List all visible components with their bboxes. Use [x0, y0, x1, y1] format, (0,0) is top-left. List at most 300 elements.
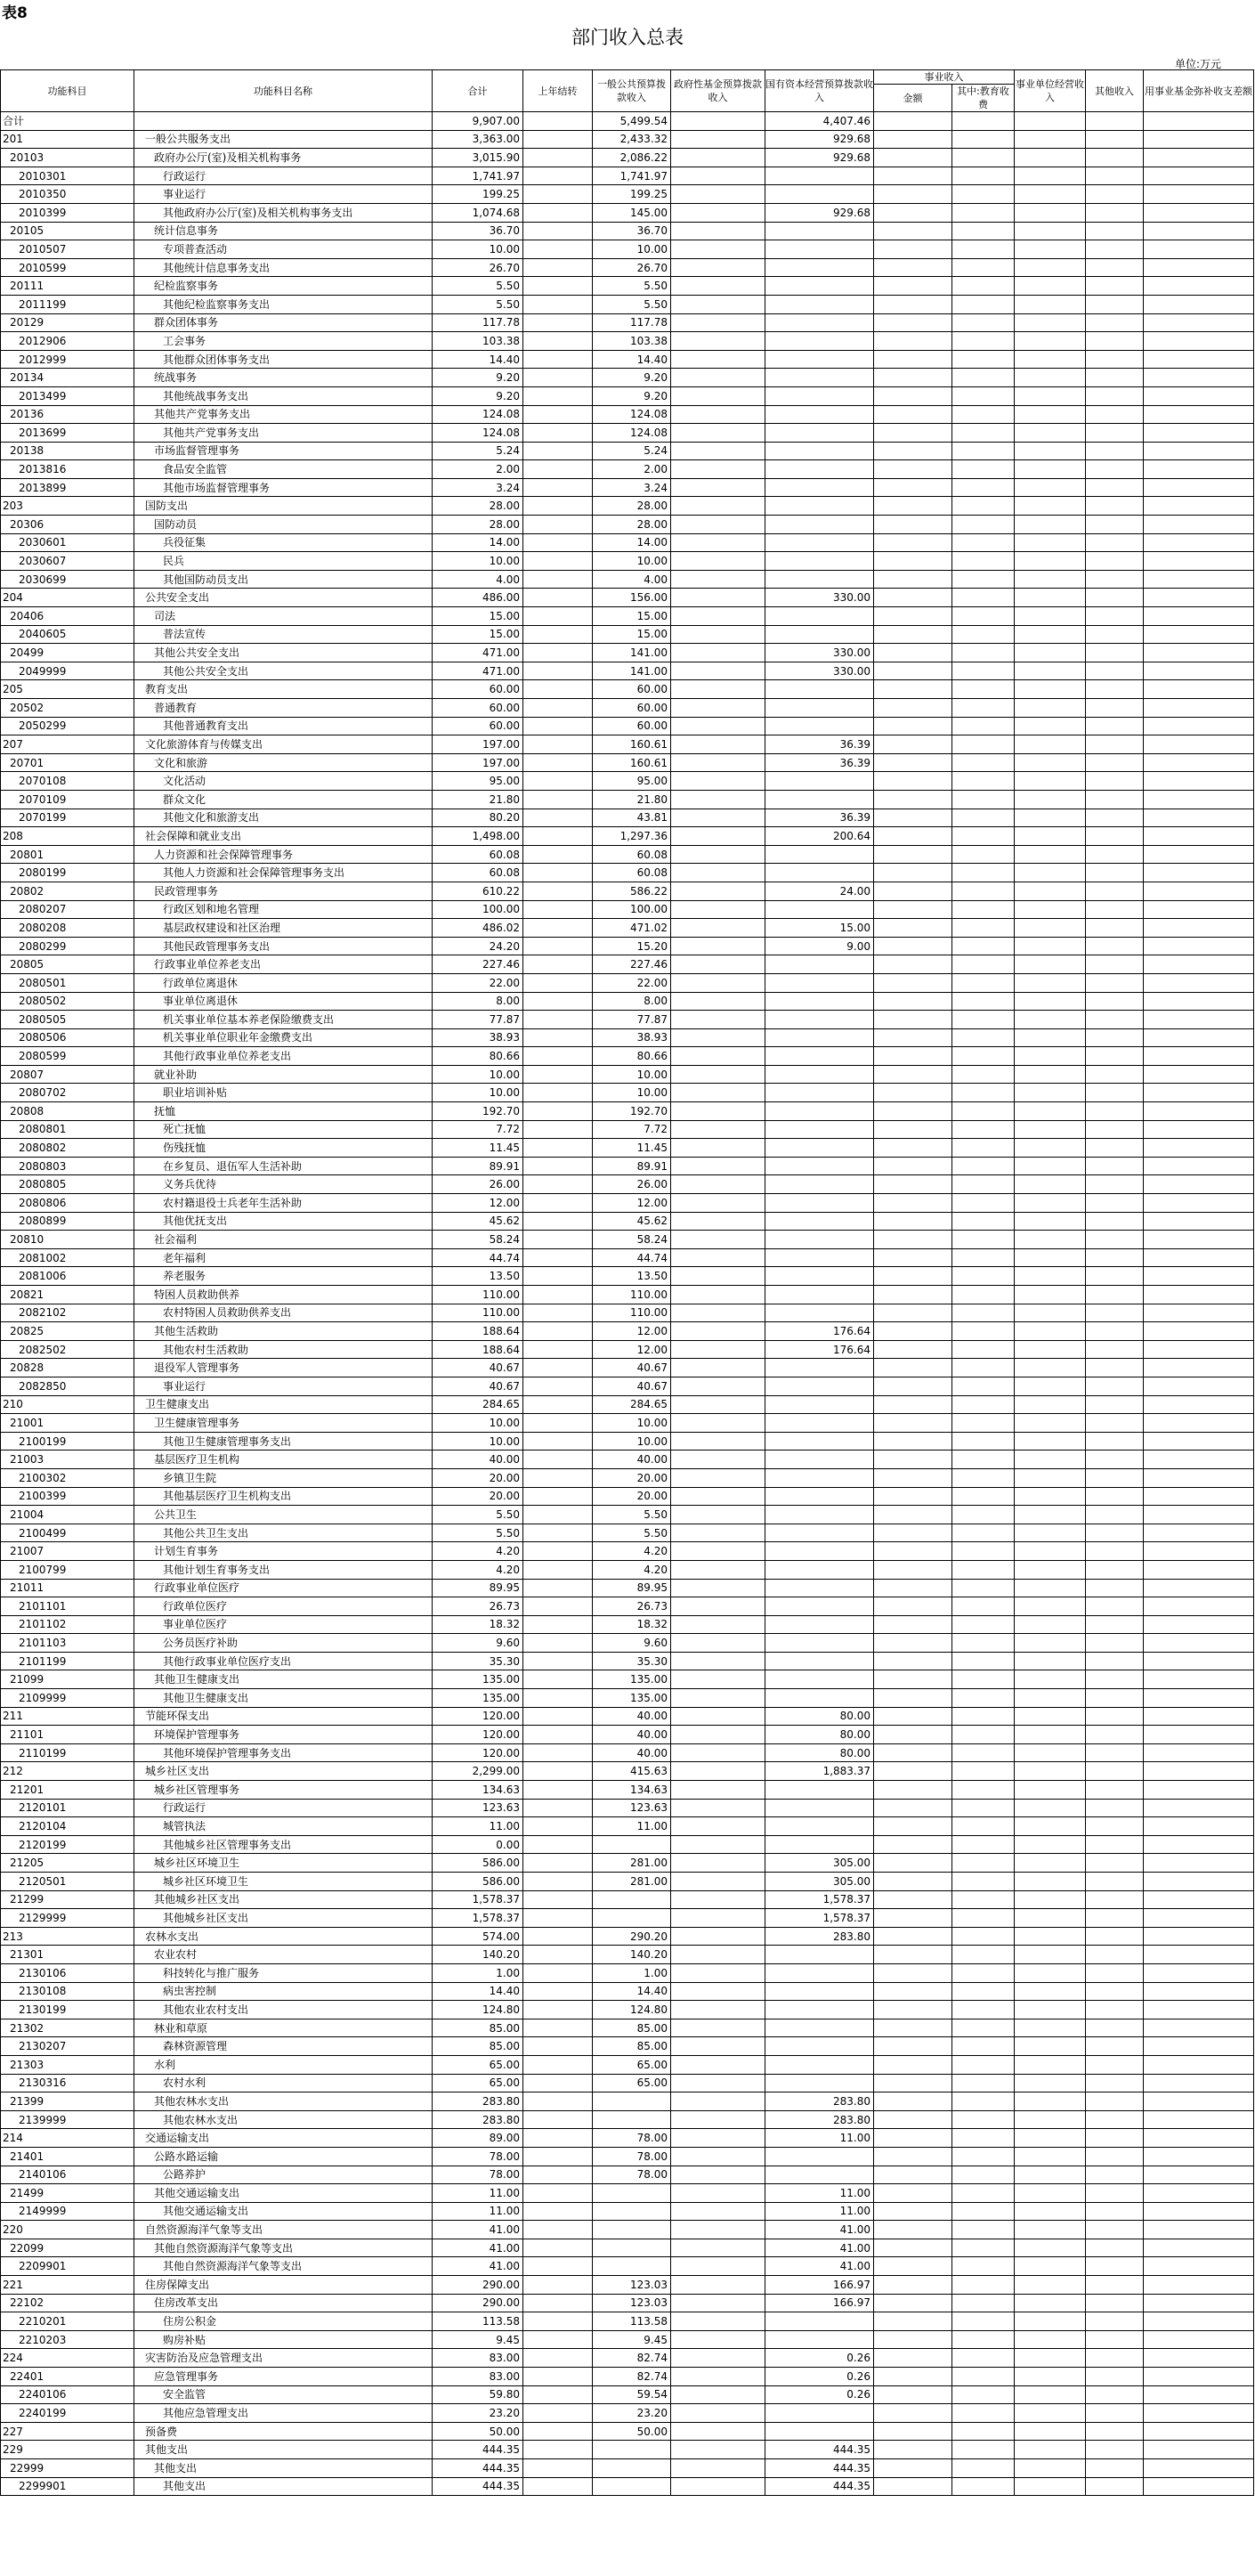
empty-cell [1015, 240, 1086, 259]
carry-cell [523, 2221, 593, 2239]
carry-cell [523, 1835, 593, 1854]
code-cell: 2130199 [1, 2001, 134, 2019]
table-row [1, 1286, 1254, 1304]
carry-cell [523, 442, 593, 460]
table-row [1, 827, 1254, 846]
general-cell [593, 2239, 671, 2257]
carry-cell [523, 1065, 593, 1084]
empty-cell [1144, 717, 1254, 735]
carry-cell [523, 258, 593, 277]
state-cell [765, 1597, 874, 1616]
code-cell: 2030607 [1, 552, 134, 571]
empty-cell [874, 809, 952, 827]
fund-cell [671, 1248, 765, 1267]
table-row [1, 1065, 1254, 1084]
fund-cell [671, 222, 765, 240]
fund-cell [671, 277, 765, 296]
total-cell: 18.32 [433, 1615, 523, 1634]
total-cell: 1,578.37 [433, 1909, 523, 1928]
table-row [1, 1817, 1254, 1836]
name-cell: 其他市场监督管理事务 [134, 478, 433, 497]
code-cell: 2080806 [1, 1194, 134, 1213]
empty-cell [952, 1946, 1015, 1964]
carry-cell [523, 973, 593, 992]
code-cell: 2210203 [1, 2330, 134, 2349]
empty-cell [1144, 1487, 1254, 1506]
empty-cell [874, 405, 952, 424]
empty-cell [874, 570, 952, 589]
state-cell [765, 516, 874, 534]
fund-cell [671, 533, 765, 552]
empty-cell [1015, 1560, 1086, 1579]
empty-cell [1086, 1194, 1144, 1213]
table-row [1, 992, 1254, 1011]
empty-cell [952, 2221, 1015, 2239]
total-cell: 59.80 [433, 2385, 523, 2404]
state-cell [765, 1011, 874, 1029]
carry-cell [523, 130, 593, 149]
code-cell: 20406 [1, 607, 134, 626]
carry-cell [523, 1028, 593, 1047]
fund-cell [671, 1963, 765, 1982]
empty-cell [1144, 149, 1254, 167]
name-cell: 公共卫生 [134, 1506, 433, 1524]
header-biz-amount: 金额 [874, 85, 952, 112]
empty-cell [874, 1212, 952, 1231]
empty-cell [1086, 258, 1144, 277]
fund-cell [671, 369, 765, 387]
empty-cell [952, 1286, 1015, 1304]
empty-cell [1144, 772, 1254, 791]
empty-cell [952, 2276, 1015, 2295]
empty-cell [952, 882, 1015, 900]
general-cell: 20.00 [593, 1468, 671, 1487]
name-cell: 职业培训补贴 [134, 1084, 433, 1102]
empty-cell [874, 1927, 952, 1946]
empty-cell [1144, 882, 1254, 900]
carry-cell [523, 1286, 593, 1304]
empty-cell [1086, 662, 1144, 680]
fund-cell [671, 845, 765, 864]
table-row [1, 222, 1254, 240]
empty-cell [1144, 827, 1254, 846]
name-cell: 其他交通运输支出 [134, 2202, 433, 2221]
total-cell: 41.00 [433, 2221, 523, 2239]
carry-cell [523, 1524, 593, 1542]
code-cell: 2101101 [1, 1597, 134, 1616]
total-cell: 22.00 [433, 973, 523, 992]
state-cell [765, 2147, 874, 2166]
name-cell: 城乡社区支出 [134, 1762, 433, 1781]
general-cell: 35.30 [593, 1652, 671, 1670]
empty-cell [1144, 1506, 1254, 1524]
carry-cell [523, 112, 593, 131]
code-cell: 2013899 [1, 478, 134, 497]
empty-cell [952, 2239, 1015, 2257]
empty-cell [1015, 1286, 1086, 1304]
total-cell: 284.65 [433, 1395, 523, 1414]
code-cell: 221 [1, 2276, 134, 2295]
total-cell: 13.50 [433, 1267, 523, 1286]
table-row [1, 864, 1254, 882]
empty-cell [1086, 973, 1144, 992]
empty-cell [874, 1781, 952, 1800]
fund-cell [671, 332, 765, 351]
empty-cell [1015, 1120, 1086, 1139]
empty-cell [1144, 1542, 1254, 1561]
total-cell: 227.46 [433, 955, 523, 974]
general-cell: 1,741.97 [593, 167, 671, 185]
general-cell: 80.66 [593, 1047, 671, 1066]
fund-cell [671, 937, 765, 955]
name-cell: 社会保障和就业支出 [134, 827, 433, 846]
empty-cell [952, 1267, 1015, 1286]
state-cell [765, 1652, 874, 1670]
empty-cell [1015, 1084, 1086, 1102]
total-cell: 9,907.00 [433, 112, 523, 131]
total-cell: 11.45 [433, 1139, 523, 1158]
state-cell [765, 992, 874, 1011]
empty-cell [1086, 313, 1144, 332]
total-cell: 124.08 [433, 424, 523, 443]
state-cell [765, 607, 874, 626]
empty-cell [1144, 1065, 1254, 1084]
empty-cell [952, 1652, 1015, 1670]
table-row [1, 1743, 1254, 1762]
name-cell: 司法 [134, 607, 433, 626]
total-cell: 192.70 [433, 1102, 523, 1121]
fund-cell [671, 1047, 765, 1066]
total-cell: 4.20 [433, 1542, 523, 1561]
empty-cell [1015, 1395, 1086, 1414]
state-cell [765, 1634, 874, 1653]
general-cell [593, 2459, 671, 2478]
code-cell: 20821 [1, 1286, 134, 1304]
fund-cell [671, 2092, 765, 2111]
empty-cell [1015, 809, 1086, 827]
empty-cell [1015, 1028, 1086, 1047]
name-cell: 在乡复员、退伍军人生活补助 [134, 1157, 433, 1175]
total-cell: 14.00 [433, 533, 523, 552]
fund-cell [671, 1194, 765, 1213]
general-cell: 10.00 [593, 1084, 671, 1102]
carry-cell [523, 1451, 593, 1469]
empty-cell [1015, 2221, 1086, 2239]
empty-cell [1144, 1560, 1254, 1579]
name-cell: 统战事务 [134, 369, 433, 387]
carry-cell [523, 405, 593, 424]
empty-cell [874, 1817, 952, 1836]
name-cell: 伤残抚恤 [134, 1139, 433, 1158]
empty-cell [1086, 1909, 1144, 1928]
total-cell: 2.00 [433, 460, 523, 479]
general-cell [593, 1909, 671, 1928]
name-cell: 农村水利 [134, 2074, 433, 2092]
header-fund: 政府性基金预算拨款收入 [671, 70, 765, 112]
header-draw: 用事业基金弥补收支差额 [1144, 70, 1254, 112]
empty-cell [952, 1194, 1015, 1213]
fund-cell [671, 1946, 765, 1964]
empty-cell [952, 112, 1015, 131]
empty-cell [1144, 919, 1254, 938]
state-cell: 200.64 [765, 827, 874, 846]
general-cell: 23.20 [593, 2404, 671, 2423]
fund-cell [671, 1743, 765, 1762]
state-cell [765, 2312, 874, 2331]
state-cell [765, 1579, 874, 1597]
empty-cell [952, 2312, 1015, 2331]
empty-cell [952, 2055, 1015, 2074]
fund-cell [671, 680, 765, 699]
empty-cell [952, 2349, 1015, 2368]
general-cell: 9.20 [593, 386, 671, 405]
general-cell: 124.08 [593, 424, 671, 443]
empty-cell [1086, 1286, 1144, 1304]
table-row [1, 1414, 1254, 1433]
name-cell: 基层政权建设和社区治理 [134, 919, 433, 938]
carry-cell [523, 753, 593, 772]
state-cell [765, 1395, 874, 1414]
empty-cell [1086, 2092, 1144, 2111]
empty-cell [1086, 1340, 1144, 1359]
empty-cell [952, 1028, 1015, 1047]
fund-cell [671, 1506, 765, 1524]
empty-cell [1086, 1139, 1144, 1158]
empty-cell [1086, 955, 1144, 974]
code-cell: 20807 [1, 1065, 134, 1084]
fund-cell [671, 295, 765, 313]
state-cell [765, 1047, 874, 1066]
empty-cell [1015, 313, 1086, 332]
total-cell: 283.80 [433, 2110, 523, 2129]
empty-cell [874, 1524, 952, 1542]
general-cell: 40.00 [593, 1726, 671, 1744]
total-cell: 40.00 [433, 1451, 523, 1469]
total-cell: 26.73 [433, 1597, 523, 1616]
carry-cell [523, 1102, 593, 1121]
empty-cell [952, 240, 1015, 259]
empty-cell [874, 2257, 952, 2276]
table-row [1, 1762, 1254, 1781]
empty-cell [1015, 203, 1086, 222]
name-cell: 养老服务 [134, 1267, 433, 1286]
carry-cell [523, 2294, 593, 2312]
name-cell: 其他群众团体事务支出 [134, 350, 433, 369]
total-cell: 15.00 [433, 625, 523, 644]
name-cell: 行政事业单位医疗 [134, 1579, 433, 1597]
name-cell: 政府办公厅(室)及相关机构事务 [134, 149, 433, 167]
code-cell: 21007 [1, 1542, 134, 1561]
total-cell: 38.93 [433, 1028, 523, 1047]
code-cell: 2013499 [1, 386, 134, 405]
general-cell: 28.00 [593, 516, 671, 534]
empty-cell [952, 753, 1015, 772]
empty-cell [1015, 478, 1086, 497]
empty-cell [1015, 1854, 1086, 1873]
empty-cell [1086, 1084, 1144, 1102]
fund-cell [671, 1084, 765, 1102]
code-cell: 205 [1, 680, 134, 699]
empty-cell [1144, 1175, 1254, 1194]
empty-cell [874, 130, 952, 149]
fund-cell [671, 1377, 765, 1395]
empty-cell [1144, 1231, 1254, 1249]
table-row [1, 552, 1254, 571]
total-cell: 120.00 [433, 1707, 523, 1726]
carry-cell [523, 2037, 593, 2056]
empty-cell [874, 772, 952, 791]
fund-cell [671, 1670, 765, 1689]
code-cell: 2080899 [1, 1212, 134, 1231]
empty-cell [952, 369, 1015, 387]
empty-cell [1144, 900, 1254, 919]
empty-cell [1144, 1248, 1254, 1267]
empty-cell [874, 516, 952, 534]
empty-cell [1086, 1963, 1144, 1982]
code-cell: 207 [1, 735, 134, 754]
empty-cell [874, 1652, 952, 1670]
general-cell: 40.67 [593, 1377, 671, 1395]
empty-cell [874, 589, 952, 607]
carry-cell [523, 497, 593, 516]
name-cell: 住房改革支出 [134, 2294, 433, 2312]
empty-cell [1144, 2404, 1254, 2423]
empty-cell [1086, 516, 1144, 534]
table-row [1, 1377, 1254, 1395]
empty-cell [1144, 516, 1254, 534]
empty-cell [1015, 1652, 1086, 1670]
general-cell: 77.87 [593, 1011, 671, 1029]
empty-cell [952, 2001, 1015, 2019]
table-row [1, 937, 1254, 955]
empty-cell [1015, 2110, 1086, 2129]
general-cell: 9.60 [593, 1634, 671, 1653]
carry-cell [523, 1047, 593, 1066]
empty-cell [1086, 1231, 1144, 1249]
empty-cell [1086, 2202, 1144, 2221]
state-cell [765, 478, 874, 497]
general-cell: 5.50 [593, 277, 671, 296]
carry-cell [523, 478, 593, 497]
total-cell: 44.74 [433, 1248, 523, 1267]
empty-cell [874, 1963, 952, 1982]
empty-cell [874, 1579, 952, 1597]
empty-cell [952, 1542, 1015, 1561]
total-cell: 117.78 [433, 313, 523, 332]
empty-cell [1144, 1762, 1254, 1781]
code-cell: 2209901 [1, 2257, 134, 2276]
empty-cell [952, 203, 1015, 222]
empty-cell [874, 1377, 952, 1395]
general-cell: 5,499.54 [593, 112, 671, 131]
state-cell: 1,883.37 [765, 1762, 874, 1781]
fund-cell [671, 625, 765, 644]
empty-cell [952, 1011, 1015, 1029]
state-cell: 15.00 [765, 919, 874, 938]
general-cell: 141.00 [593, 662, 671, 680]
carry-cell [523, 2001, 593, 2019]
empty-cell [1086, 1468, 1144, 1487]
empty-cell [1015, 2166, 1086, 2184]
empty-cell [874, 149, 952, 167]
fund-cell [671, 112, 765, 131]
empty-cell [874, 680, 952, 699]
table-row [1, 424, 1254, 443]
empty-cell [874, 1799, 952, 1817]
empty-cell [952, 2129, 1015, 2148]
code-cell: 2110199 [1, 1743, 134, 1762]
empty-cell [1015, 882, 1086, 900]
empty-cell [952, 2092, 1015, 2111]
state-cell [765, 1157, 874, 1175]
empty-cell [1144, 1432, 1254, 1451]
empty-cell [952, 1890, 1015, 1909]
name-cell: 一般公共服务支出 [134, 130, 433, 149]
empty-cell [1144, 478, 1254, 497]
empty-cell [1015, 2001, 1086, 2019]
empty-cell [1015, 1157, 1086, 1175]
total-cell: 89.95 [433, 1579, 523, 1597]
empty-cell [1144, 2441, 1254, 2459]
name-cell: 文化和旅游 [134, 753, 433, 772]
fund-cell [671, 864, 765, 882]
empty-cell [952, 1248, 1015, 1267]
fund-cell [671, 1762, 765, 1781]
table-row [1, 2129, 1254, 2148]
name-cell: 教育支出 [134, 680, 433, 699]
fund-cell [671, 1157, 765, 1175]
empty-cell [952, 900, 1015, 919]
carry-cell [523, 149, 593, 167]
total-cell: 12.00 [433, 1194, 523, 1213]
carry-cell [523, 1615, 593, 1634]
empty-cell [874, 1946, 952, 1964]
table-row [1, 1927, 1254, 1946]
state-cell [765, 1963, 874, 1982]
table-row [1, 1726, 1254, 1744]
empty-cell [1144, 2221, 1254, 2239]
general-cell: 9.20 [593, 369, 671, 387]
empty-cell [952, 1451, 1015, 1469]
state-cell [765, 2019, 874, 2037]
carry-cell [523, 1579, 593, 1597]
total-cell: 188.64 [433, 1340, 523, 1359]
empty-cell [1086, 240, 1144, 259]
empty-cell [1086, 699, 1144, 718]
empty-cell [1144, 1726, 1254, 1744]
code-cell: 20105 [1, 222, 134, 240]
empty-cell [952, 2422, 1015, 2441]
name-cell: 其他行政事业单位养老支出 [134, 1047, 433, 1066]
general-cell: 145.00 [593, 203, 671, 222]
empty-cell [874, 753, 952, 772]
empty-cell [1086, 1451, 1144, 1469]
total-cell: 10.00 [433, 1065, 523, 1084]
empty-cell [1015, 845, 1086, 864]
header-code: 功能科目 [1, 70, 134, 112]
state-cell [765, 442, 874, 460]
empty-cell [1015, 864, 1086, 882]
empty-cell [874, 1689, 952, 1708]
empty-cell [1144, 313, 1254, 332]
state-cell [765, 864, 874, 882]
fund-cell [671, 1451, 765, 1469]
name-cell: 民政管理事务 [134, 882, 433, 900]
carry-cell [523, 937, 593, 955]
empty-cell [1015, 919, 1086, 938]
total-cell: 60.08 [433, 864, 523, 882]
general-cell: 3.24 [593, 478, 671, 497]
